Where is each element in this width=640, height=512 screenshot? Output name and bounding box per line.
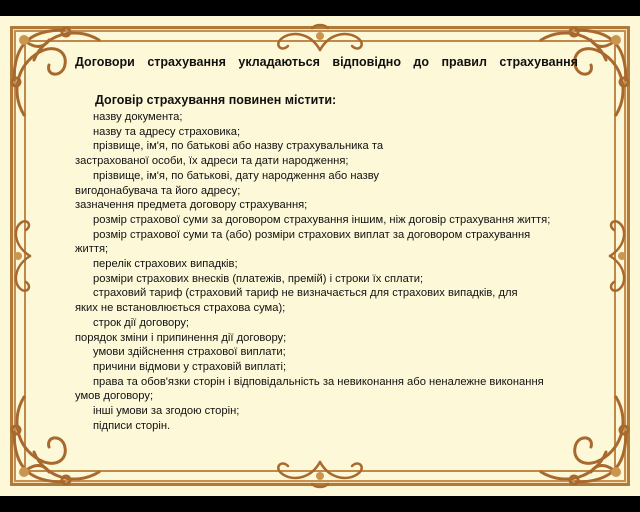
document-content xyxy=(75,54,610,433)
list-item: прізвище, ім'я, по батькові або назву страхувальника та xyxy=(93,140,384,153)
list-item: розміри страхових внесків (платежів, премій) і строки їх сплати; xyxy=(93,272,424,285)
list-item: життя; xyxy=(75,243,109,256)
document-subtitle: Договір страхування повинен містити: xyxy=(95,93,337,107)
list-item: права та обов'язки сторін і відповідальність за невиконання або неналежне виконання xyxy=(93,375,544,388)
list-item: підписи сторін. xyxy=(93,419,171,432)
side-ornament-left xyxy=(6,216,36,296)
list-item: яких не встановлюється страхова сума); xyxy=(75,302,286,315)
list-item: страховий тариф (страховий тариф не визначається для страхових випадків, для xyxy=(93,287,518,300)
document-title: Договори страхування укладаються відповідно до правил страхування xyxy=(75,55,578,69)
list-item: умови здійснення страхової виплати; xyxy=(93,346,286,359)
list-item: розмір страхової суми та (або) розміри страхових виплат за договором страхування xyxy=(93,228,531,241)
list-item: вигодонабувача та його адресу; xyxy=(75,184,241,197)
list-item: перелік страхових випадків; xyxy=(93,258,238,271)
list-item: прізвище, ім'я, по батькові, дату народження або назву xyxy=(93,169,380,182)
list-item: назву та адресу страховика; xyxy=(93,125,241,138)
list-item: порядок зміни і припинення дії договору; xyxy=(75,331,287,344)
list-item: розмір страхової суми за договором страхування іншим, ніж договір страхування життя; xyxy=(93,213,551,226)
list-item: строк дії договору; xyxy=(93,316,190,329)
contents-list xyxy=(75,110,610,433)
list-item: зазначення предмета договору страхування; xyxy=(75,199,308,212)
list-item: інші умови за згодою сторін; xyxy=(93,405,240,418)
slide xyxy=(0,16,640,496)
list-item: причини відмови у страховій виплаті; xyxy=(93,360,287,373)
list-item: умов договору; xyxy=(75,390,154,403)
center-ornament-bottom xyxy=(270,456,370,490)
center-ornament-top xyxy=(270,22,370,56)
list-item: назву документа; xyxy=(93,111,183,123)
list-item: застрахованої особи, їх адреси та дати народження; xyxy=(75,155,349,168)
